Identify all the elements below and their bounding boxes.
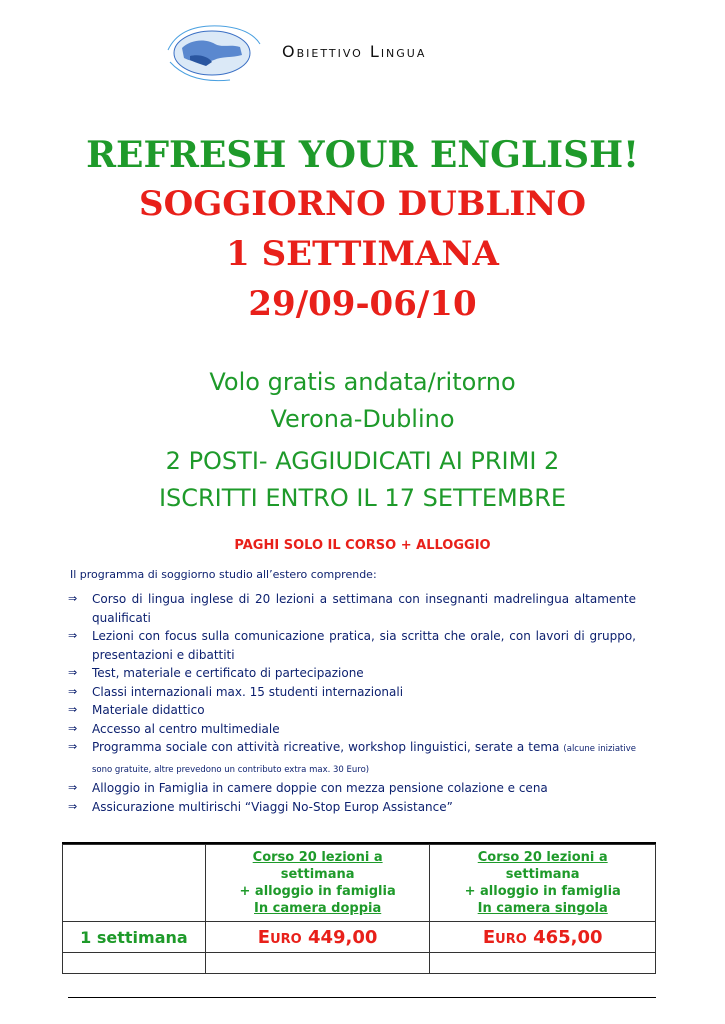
list-item <box>68 798 636 817</box>
arrow-right-icon: ⇒ <box>68 592 78 605</box>
table-row <box>63 953 656 974</box>
header-line: Corso 20 lezioni a <box>477 850 608 865</box>
list-item <box>68 664 636 683</box>
logo <box>160 22 265 84</box>
list-item-text: Test, materiale e certificato di partecipazione <box>92 666 364 680</box>
program-list <box>68 590 636 816</box>
footer-rule <box>68 997 656 998</box>
list-item-text: Alloggio in Famiglia in camere doppie con mezza pensione colazione e cena <box>92 781 548 795</box>
price-currency-rest: URO <box>495 931 527 947</box>
header-line: settimana <box>280 867 355 882</box>
subheadline-seats: 2 POSTI- AGGIUDICATI AI PRIMI 2 <box>165 447 560 475</box>
arrow-right-icon: ⇒ <box>68 703 78 716</box>
list-item <box>68 738 636 779</box>
arrow-right-icon: ⇒ <box>68 740 78 753</box>
globe-logo-icon <box>160 22 265 84</box>
arrow-right-icon: ⇒ <box>68 721 78 735</box>
header-line: Corso 20 lezioni a <box>252 850 383 865</box>
list-item-text: Programma sociale con attività ricreative, workshop linguistici, serate a tema <box>92 740 560 754</box>
price-currency-initial: E <box>257 926 271 948</box>
price-amount: 449,00 <box>307 926 378 948</box>
table-row <box>63 922 656 953</box>
price-amount: 465,00 <box>533 926 603 948</box>
header-line: settimana <box>505 867 580 882</box>
list-item-text: Lezioni con focus sulla comunicazione pratica, sia scritta che orale, con lavori di gruppo, presentazioni e dibattiti <box>92 629 636 662</box>
list-item-text: Corso di lingua inglese di 20 lezioni a settimana con insegnanti madrelingua altamente qualificati <box>92 592 636 625</box>
subheadline-route: Verona-Dublino <box>270 405 455 433</box>
subheadline-flight: Volo gratis andata/ritorno <box>209 368 516 396</box>
header-double-room <box>205 845 430 922</box>
table-empty-cell <box>205 953 430 974</box>
price-table <box>62 844 656 974</box>
table-empty-cell <box>63 953 206 974</box>
price-currency-initial: E <box>482 926 496 948</box>
header-single-room <box>430 845 656 922</box>
list-item <box>68 720 636 739</box>
list-item <box>68 779 636 798</box>
price-double-room <box>205 922 430 953</box>
table-row <box>63 845 656 922</box>
headline-duration: 1 SETTIMANA <box>226 234 499 274</box>
list-item-text: Classi internazionali max. 15 studenti internazionali <box>92 684 404 699</box>
list-item-text: Materiale didattico <box>92 703 205 717</box>
arrow-right-icon: ⇒ <box>68 684 78 698</box>
subheadline-deadline: ISCRITTI ENTRO IL 17 SETTEMBRE <box>158 484 567 512</box>
headline-destination: SOGGIORNO DUBLINO <box>139 184 586 224</box>
header-line: In camera singola <box>477 901 608 916</box>
program-intro: Il programma di soggiorno studio all’estero comprende: <box>70 568 377 581</box>
table-corner-cell <box>63 845 206 922</box>
pay-note: PAGHI SOLO IL CORSO + ALLOGGIO <box>234 538 491 553</box>
table-empty-cell <box>430 953 656 974</box>
price-single-room <box>430 922 656 953</box>
header-line: + alloggio in famiglia <box>464 884 621 899</box>
brand-name: Obiettivo Lingua <box>282 42 427 61</box>
arrow-right-icon: ⇒ <box>68 666 78 679</box>
list-item <box>68 590 636 627</box>
row-label-week: 1 settimana <box>63 922 206 953</box>
arrow-right-icon: ⇒ <box>68 781 78 794</box>
price-currency-rest: URO <box>270 931 302 947</box>
headline-dates: 29/09-06/10 <box>248 284 477 324</box>
header-line: + alloggio in famiglia <box>239 884 396 899</box>
list-item <box>68 627 636 664</box>
list-item-note: (alcune iniziative sono gratuite, altre prevedono un contributo extra max. 30 Euro) <box>92 744 636 775</box>
arrow-right-icon: ⇒ <box>68 629 78 642</box>
list-item-text: Assicurazione multirischi “Viaggi No-Stop Europ Assistance” <box>92 799 453 814</box>
list-item <box>68 701 636 720</box>
list-item-text: Accesso al centro multimediale <box>92 721 280 736</box>
arrow-right-icon: ⇒ <box>68 799 78 813</box>
list-item <box>68 683 636 702</box>
header-line: In camera doppia <box>254 901 382 916</box>
headline-refresh: REFRESH YOUR ENGLISH! <box>86 134 639 176</box>
